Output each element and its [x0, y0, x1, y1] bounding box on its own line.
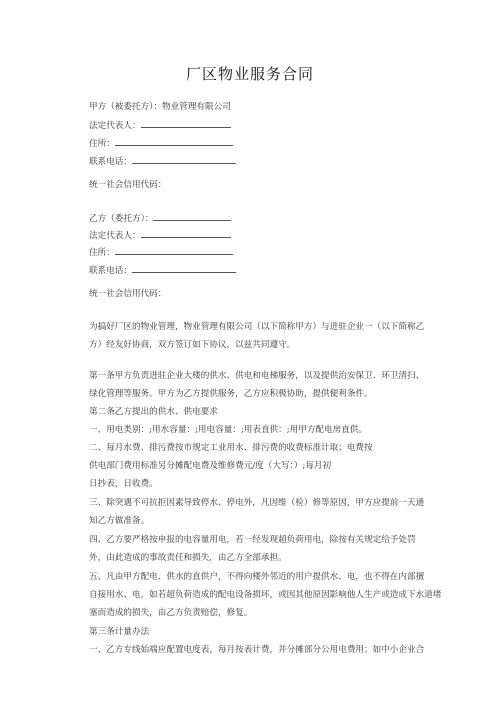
party-a-credit-code: 统一社会信用代码： [89, 180, 167, 190]
party-a-address-row [89, 137, 233, 149]
article-2-heading: 第二条乙方提出的供水、供电要求 [89, 407, 218, 417]
party-b-rep-row [89, 229, 231, 241]
article-2-item-4-line-1: 四、乙方要严格按申报的电容量用电，若一经发现超负荷用电，除按有关规定给予处罚 [89, 535, 416, 545]
party-a-label: 甲方（被委托方）：物业管理有限公司 [89, 102, 231, 112]
article-2-item-2-line-3: 日抄表，日收费。 [89, 479, 158, 489]
article-3-item-1: 一、乙方专线始端应配置电度表，每月按表计费，并分摊部分公用电费用；如中小企业合 [89, 645, 425, 655]
party-b-credit-code: 统一社会信用代码： [89, 289, 167, 299]
article-2-item-2-line-1: 二、每月水费、排污费按市规定工业用水、排污费的收费标准计取；电费按 [89, 443, 373, 453]
party-a-phone-label: 联系电话： [89, 157, 132, 167]
document-title: 厂区物业服务合同 [185, 65, 314, 83]
intro-line-2: 方）经友好协商，双方签订如下协议，以兹共同遵守。 [89, 340, 296, 350]
article-2-item-5-line-1: 五、凡由甲方配电、供水的直供户，不得向楼外邻近的用户提供水、电，也不得在内部擅 [89, 572, 425, 582]
party-b-rep-label: 法定代表人： [89, 231, 141, 241]
article-2-item-3-line-2: 知乙方做准备。 [89, 516, 150, 526]
intro-line-1: 为搞好厂区的物业管理，物业管理有限公司（以下简称甲方）与进驻企业一（以下简称乙 [89, 322, 425, 332]
party-b-address-row [89, 246, 233, 258]
party-b-blank [153, 212, 231, 221]
article-1-line-1: 第一条甲方负责进驻企业大楼的供水、供电和电梯服务，以及提供治安保卫、环卫清扫、 [89, 371, 425, 381]
article-2-item-4-line-2: 外，由此造成的事故责任和损失，由乙方全部承担。 [89, 553, 287, 563]
party-a-phone-row [89, 155, 236, 167]
party-a-rep-row [89, 119, 231, 131]
article-3-heading: 第三条计量办法 [89, 627, 150, 637]
party-b-phone-label: 联系电话： [89, 266, 132, 276]
party-b-phone-blank [132, 264, 236, 273]
party-a-rep-label: 法定代表人： [89, 121, 141, 131]
party-b-rep-blank [141, 229, 231, 238]
article-2-item-5-line-2: 自接用水、电，如若超负荷造成的配电设备损坏，或因其他原因影响他人生产或造成下水道堵 [89, 590, 442, 600]
party-a-rep-blank [141, 119, 231, 128]
party-b-label: 乙方（委托方）： [89, 214, 154, 224]
party-b-address-label: 住所： [89, 248, 115, 258]
party-b-row [89, 212, 231, 224]
article-2-item-5-line-3: 塞而造成的损失，由乙方负责赔偿，修复。 [89, 608, 253, 618]
party-a-phone-blank [132, 155, 236, 164]
article-1-line-2: 绿化管理等服务。甲方为乙方提供服务，乙方应积极协助，提供便利条件。 [89, 389, 373, 399]
party-a-address-blank [115, 137, 233, 146]
party-a-address-label: 住所： [89, 139, 115, 149]
party-b-phone-row [89, 264, 236, 276]
article-2-item-3-line-1: 三、除突遇不可抗拒因素导致停水、停电外，凡因维（检）修等原因，甲方应提前一天通 [89, 498, 425, 508]
article-2-item-1: 一、用电类别：;用水容量：;用电容量：;用表直供：;用甲方配电房直供。 [89, 425, 367, 435]
party-b-address-blank [115, 246, 233, 255]
article-2-item-2-line-2: 供电部门费用标准另分摊配电费及维修费元/度（大写：）;每月初 [89, 461, 332, 471]
